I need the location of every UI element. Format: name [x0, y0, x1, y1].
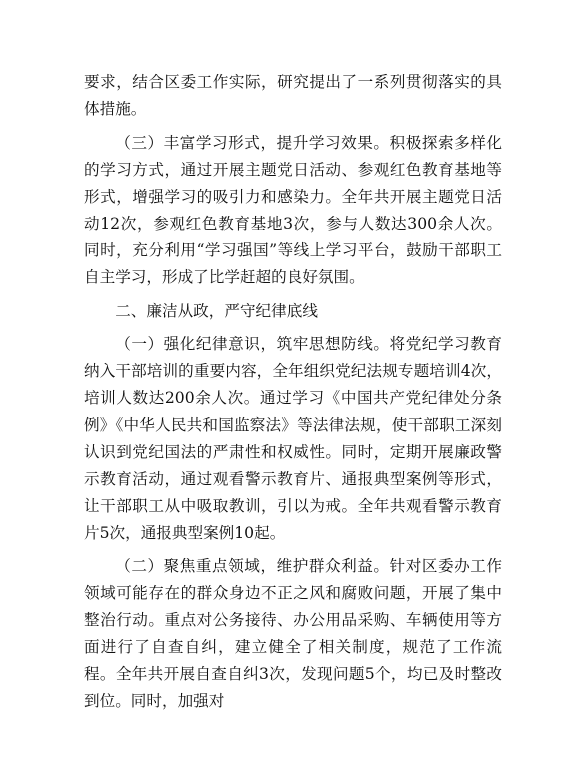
- paragraph-discipline-awareness: （一）强化纪律意识，筑牢思想防线。将党纪学习教育纳入干部培训的重要内容，全年组织党纪法规专题培训4次，培训人数达200余人次。通过学习《中国共产党纪律处分条例》《中华人民共和国监察法》等法律法规，使干部职工深刻认识到党纪国法的严肃性和权威性。同时，定期开展廉政警示教育活动，通过观看警示教育片、通报典型案例等形式，让干部职工从中吸取教训，引以为戒。全年共观看警示教育片5次，通报典型案例10起。: [84, 335, 502, 542]
- section-heading-integrity: 二、廉洁从政，严守纪律底线: [115, 302, 318, 321]
- paragraph-continuation: 要求，结合区委工作实际，研究提出了一系列贯彻落实的具体措施。: [84, 73, 502, 118]
- document-body: [84, 69, 502, 722]
- paragraph-key-areas: （二）聚焦重点领域，维护群众利益。针对区委办工作领域可能存在的群众身边不正之风和腐败问题，开展了集中整治行动。重点对公务接待、办公用品采购、车辆使用等方面进行了自查自纠，建立健全了相关制度，规范了工作流程。全年共开展自查自纠3次，发现问题5个，均已及时整改到位。同时，加强对: [84, 557, 502, 710]
- paragraph-study-forms: （三）丰富学习形式，提升学习效果。积极探索多样化的学习方式，通过开展主题党日活动、参观红色教育基地等形式，增强学习的吸引力和感染力。全年共开展主题党日活动12次，参观红色教育基地3次，参与人数达300余人次。同时，充分利用“学习强国”等线上学习平台，鼓励干部职工自主学习，形成了比学赶超的良好氛围。: [84, 133, 502, 287]
